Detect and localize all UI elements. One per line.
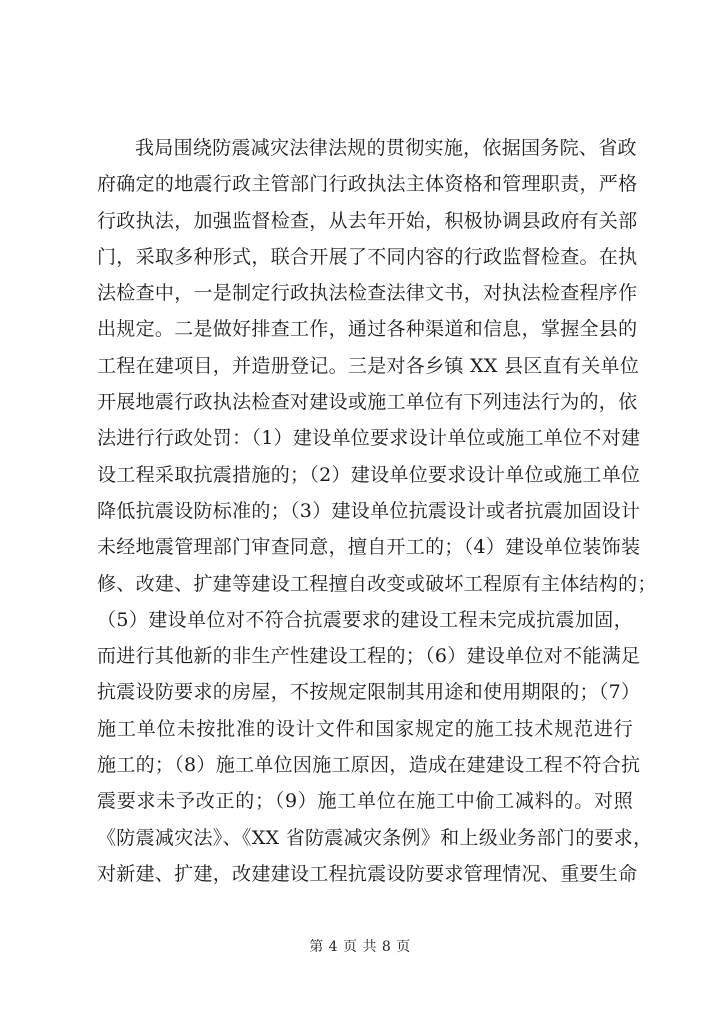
paragraph-line: 降低抗震设防标准的；（3）建设单位抗震设计或者抗震加固设计: [97, 499, 641, 522]
paragraph-line: 抗震设防要求的房屋，不按规定限制其用途和使用期限的；（7）: [97, 681, 641, 704]
paragraph-line: 设工程采取抗震措施的；（2）建设单位要求设计单位或施工单位: [97, 463, 641, 486]
paragraph-line: 施工单位未按批准的设计文件和国家规定的施工技术规范进行: [97, 717, 633, 740]
page-number-footer: 第 4 页 共 8 页: [309, 939, 411, 955]
paragraph-line: 门，采取多种形式，联合开展了不同内容的行政监督检查。在执: [97, 245, 638, 268]
paragraph-line: 出规定。二是做好排查工作，通过各种渠道和信息，掌握全县的: [97, 318, 638, 341]
paragraph-line: 法检查中，一是制定行政执法检查法律文书，对执法检查程序作: [97, 282, 638, 305]
paragraph-line: 震要求未予改正的；（9）施工单位在施工中偷工减料的。对照: [97, 790, 633, 813]
paragraph-line: 对新建、扩建，改建建设工程抗震设防要求管理情况、重要生命: [97, 862, 638, 885]
body-paragraph: [97, 130, 657, 892]
paragraph-line: 修、改建、扩建等建设工程擅自改变或破坏工程原有主体结构的；: [97, 572, 657, 595]
paragraph-line: 我局围绕防震减灾法律法规的贯彻实施，依据国务院、省政: [135, 137, 637, 159]
paragraph-line: 未经地震管理部门审查同意，擅自开工的；（4）建设单位装饰装: [97, 536, 641, 559]
paragraph-line: （5）建设单位对不符合抗震要求的建设工程未完成抗震加固，: [97, 608, 633, 631]
paragraph-line: 工程在建项目，并造册登记。三是对各乡镇 XX 县区直有关单位: [97, 354, 640, 377]
paragraph-line: 法进行行政处罚：（1）建设单位要求设计单位或施工单位不对建: [97, 427, 641, 450]
paragraph-line: 开展地震行政执法检查对建设或施工单位有下列违法行为的，依: [97, 391, 638, 414]
paragraph-line: 《防震减灾法》、《XX 省防震减灾条例》和上级业务部门的要求，: [97, 826, 653, 849]
paragraph-line: 府确定的地震行政主管部门行政执法主体资格和管理职责，严格: [97, 173, 638, 196]
paragraph-line: 施工的；（8）施工单位因施工原因，造成在建建设工程不符合抗: [97, 754, 641, 777]
paragraph-line: 行政执法，加强监督检查，从去年开始，积极协调县政府有关部: [97, 209, 638, 232]
paragraph-line: 而进行其他新的非生产性建设工程的；（6）建设单位对不能满足: [97, 645, 641, 668]
